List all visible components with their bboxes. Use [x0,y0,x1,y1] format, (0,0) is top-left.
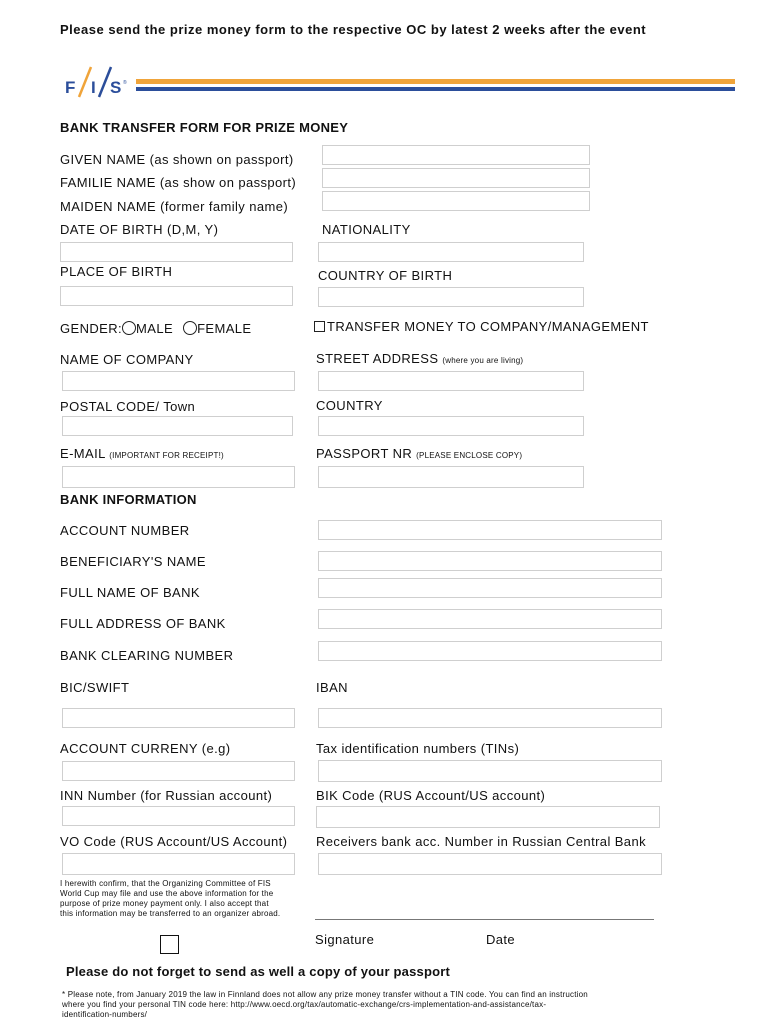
confirmation-line: this information may be transferred to an organizer abroad. [60,909,281,918]
bank-name-label: FULL NAME OF BANK [60,585,200,600]
passport-field[interactable] [318,466,584,488]
postal-label: POSTAL CODE/ Town [60,399,196,414]
given-name-label: GIVEN NAME (as shown on passport) [60,152,294,167]
postal-field[interactable] [62,416,293,436]
transfer-company-checkbox[interactable] [314,321,325,332]
maiden-name-field[interactable] [322,191,590,211]
receivers-field[interactable] [318,853,662,875]
country-of-birth-field[interactable] [318,287,584,307]
female-label: FEMALE [197,321,252,336]
confirmation-line: World Cup may file and use the above information for the [60,889,274,898]
dob-label: DATE OF BIRTH (D,M, Y) [60,222,219,237]
country-label: COUNTRY [316,398,383,413]
svg-text:S: S [110,78,122,97]
maiden-name-label: MAIDEN NAME (former family name) [60,199,289,214]
confirmation-line: purpose of prize money payment only. I also accept that [60,899,269,908]
street-note: (where you are living) [442,356,524,365]
page-notice: Please send the prize money form to the respective OC by latest 2 weeks after the event [60,22,647,37]
dob-field[interactable] [60,242,293,262]
tin-label: Tax identification numbers (TINs) [316,741,520,756]
company-name-field[interactable] [62,371,295,391]
date-label: Date [486,932,516,947]
receivers-label: Receivers bank acc. Number in Russian Central Bank [316,834,646,849]
nationality-field[interactable] [318,242,584,262]
svg-text:I: I [91,78,96,97]
confirmation-line: I herewith confirm, that the Organizing Committee of FIS [60,879,271,888]
iban-label: IBAN [316,680,348,695]
gender-label: GENDER: [60,321,123,336]
street-label-row [316,351,523,366]
bic-label: BIC/SWIFT [60,680,130,695]
footnote-line: identification-numbers/ [62,1010,148,1019]
male-radio[interactable] [122,321,136,335]
bik-label: BIK Code (RUS Account/US account) [316,788,546,803]
tin-field[interactable] [318,760,662,782]
account-number-field[interactable] [318,520,662,540]
signature-line [315,919,654,920]
country-field[interactable] [318,416,584,436]
transfer-company-row [314,319,649,334]
inn-label: INN Number (for Russian account) [60,788,273,803]
bic-field[interactable] [62,708,295,728]
fis-logo-mark [62,62,132,102]
bank-section-title: BANK INFORMATION [60,492,197,507]
company-name-label: NAME OF COMPANY [60,352,194,367]
passport-label: PASSPORT NR [316,446,413,461]
currency-label: ACCOUNT CURRENY (e.g) [60,741,231,756]
passport-note: (PLEASE ENCLOSE COPY) [416,451,523,460]
iban-field[interactable] [318,708,662,728]
beneficiary-label: BENEFICIARY'S NAME [60,554,206,569]
svg-text:F: F [65,78,76,97]
passport-label-row [316,446,522,461]
email-note: (IMPORTANT FOR RECEIPT!) [109,451,224,460]
transfer-company-label: TRANSFER MONEY TO COMPANY/MANAGEMENT [327,319,649,334]
bik-field[interactable] [316,806,660,828]
bank-address-label: FULL ADDRESS OF BANK [60,616,226,631]
bank-name-field[interactable] [318,578,662,598]
place-of-birth-label: PLACE OF BIRTH [60,264,173,279]
street-field[interactable] [318,371,584,391]
place-of-birth-field[interactable] [60,286,293,306]
fis-logo [62,62,132,102]
bank-address-field[interactable] [318,609,662,629]
inn-field[interactable] [62,806,295,826]
family-name-field[interactable] [322,168,590,188]
vo-label: VO Code (RUS Account/US Account) [60,834,288,849]
footnote-line: * Please note, from January 2019 the law in Finnland does not allow any prize money transfer without a TIN code. You can find an instruction [62,990,588,999]
male-label: MALE [136,321,174,336]
logo-bar-orange [136,79,735,84]
footnote-line: where you find your personal TIN code here: http://www.oecd.org/tax/automatic-exchange/crs-implementation-and-assistance/tax- [62,1000,547,1009]
email-label-row [60,446,224,461]
logo-bar-blue [136,87,735,91]
tin-footnote [62,990,752,1020]
email-label: E-MAIL [60,446,106,461]
currency-field[interactable] [62,761,295,781]
street-label: STREET ADDRESS [316,351,439,366]
confirmation-text [60,879,280,919]
family-name-label: FAMILIE NAME (as show on passport) [60,175,297,190]
vo-field[interactable] [62,853,295,875]
form-title: BANK TRANSFER FORM FOR PRIZE MONEY [60,120,349,135]
clearing-field[interactable] [318,641,662,661]
clearing-label: BANK CLEARING NUMBER [60,648,234,663]
given-name-field[interactable] [322,145,590,165]
account-number-label: ACCOUNT NUMBER [60,523,190,538]
svg-text:®: ® [123,80,127,86]
female-radio[interactable] [183,321,197,335]
gender-row [60,321,251,336]
confirm-checkbox[interactable] [160,935,179,954]
beneficiary-field[interactable] [318,551,662,571]
nationality-label: NATIONALITY [322,222,411,237]
country-of-birth-label: COUNTRY OF BIRTH [318,268,453,283]
email-field[interactable] [62,466,295,488]
signature-label: Signature [315,932,375,947]
passport-reminder: Please do not forget to send as well a copy of your passport [66,964,451,979]
